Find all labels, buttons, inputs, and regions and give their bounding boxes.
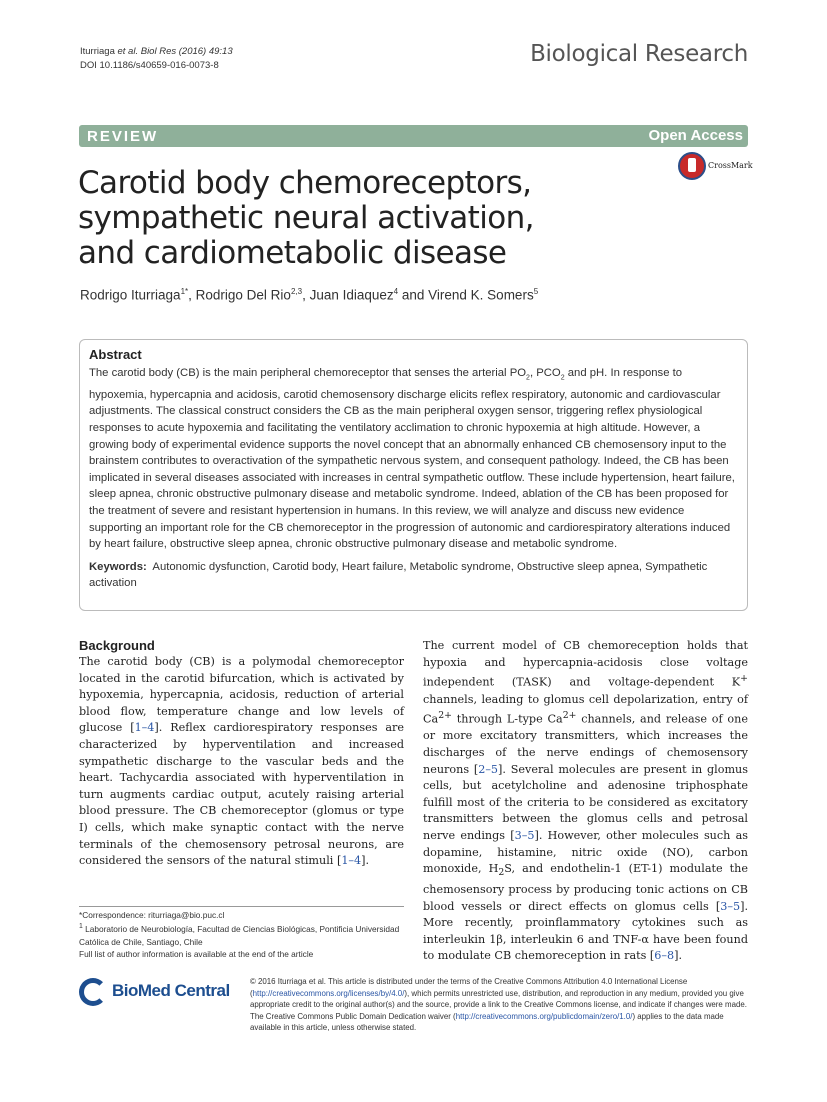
body-paragraph: The current model of CB chemoreception holds that hypoxia and hypercapnia-acidosis close voltage independent (TASK) and voltage-dependent K+ channels, leading to glomus cell depolarization, entry of $Ca^{2+}$ through L-type $Ca^{2+}$ channels, and release of one or more excitatory transmitters, which increases the discharges of the nerve endings of chemosensory neurons [2–5]. Several molecules are present in glomus cells, but acetylcholine and adenosine triphosphate fulfill most of the criteria to be considered as excitatory transmitters between the glomus cells and petrosal nerve endings [3–5]. However, other molecules such as dopamine, histamine, nitric oxide (NO), carbon monoxide, $H_2S$, and endothelin-1 (ET-1) modulate the chemosensory process by producing tonic actions on CB blood vessels or direct effects on glomus cells [3–5]. More recently, proinflammatory cytokines such as interleukin 1β, interleukin 6 and TNF-α have been found to modulate CB chemoreception in rats [6–8].: [423, 639, 748, 963]
citation-authors: Iturriaga: [80, 46, 118, 57]
author-affiliation: 1*: [180, 287, 189, 296]
bmc-logo-text: BioMed Central: [112, 981, 230, 1000]
citation-link[interactable]: 3–5: [720, 899, 741, 913]
author-name: Virend K. Somers: [428, 287, 534, 303]
author-list: [80, 287, 538, 303]
citation-link[interactable]: 6–8: [654, 949, 675, 963]
crossmark-icon: [678, 152, 706, 180]
citation-link[interactable]: 2–5: [478, 762, 499, 776]
citation-journal-ref: et al. Biol Res (2016) 49:13: [117, 46, 233, 57]
author-separator: ,: [188, 287, 196, 303]
author-affiliation: 5: [533, 287, 539, 296]
section-heading: Background: [79, 638, 155, 653]
title-line: Carotid body chemoreceptors,: [78, 165, 532, 201]
author-name: Rodrigo Iturriaga: [80, 287, 181, 303]
title-line: and cardiometabolic disease: [78, 235, 507, 271]
citation-link[interactable]: 1–4: [341, 854, 362, 868]
journal-name: Biological Research: [530, 41, 748, 67]
author-separator: and: [398, 287, 429, 303]
citation-link[interactable]: 3–5: [514, 829, 535, 842]
public-domain-link[interactable]: http://creativecommons.org/publicdomain/zero/1.0/: [455, 1011, 633, 1021]
citation: [80, 45, 233, 73]
crossmark-badge[interactable]: [678, 152, 752, 182]
footnotes: [79, 909, 404, 960]
citation-link[interactable]: 1–4: [134, 721, 155, 735]
license-text: © 2016 Iturriaga et al. This article is distributed under the terms of the Creative Commons Attribution 4.0 International License (http://creativecommons.org/licenses/by/4.0/), which permits unrestricted use, distribution, and reproduction in any medium, provided you give appropriate credit to the original author(s) and the source, provide a link to the Creative Commons license, and indicate if changes were made. The Creative Commons Public Domain Dedication waiver (http://creativecommons.org/publicdomain/zero/1.0/) applies to the data made available in this article, unless otherwise stated.: [250, 977, 747, 1032]
license-link[interactable]: http://creativecommons.org/licenses/by/4.0/: [252, 988, 405, 998]
abstract-text: The carotid body (CB) is the main peripheral chemoreceptor that senses the arterial $PO_2$, $PCO_2$ and pH. In response to hypoxemia, hypercapnia and acidosis, carotid chemosensory discharge elicits reflex respiratory, autonomic and cardiovascular adjustments. The classical construct considers the CB as the main peripheral oxygen sensor, triggering reflex physiological responses to acute hypoxemia and facilitating the ventilatory acclimation to chronic hypoxemia at high altitude. However, a growing body of experimental evidence supports the novel concept that an abnormally enhanced CB chemosensory input to the brainstem contributes to overactivation of the sympathetic nervous system, and consequent pathology. Indeed, the CB has been implicated in several diseases associated with increases in central sympathetic outflow. These include hypertension, heart failure, sleep apnea, chronic obstructive pulmonary disease and metabolic syndrome. Indeed, ablation of the CB has been proposed for the treatment of severe and resistant hypertension in humans. In this review, we will analyze and discuss new evidence supporting an important role for the CB chemoreceptor in the progression of autonomic and cardiorespiratory alterations induced by heart failure, obstructive sleep apnea, chronic obstructive pulmonary disease and metabolic syndrome.: [89, 367, 735, 551]
author-name: Juan Idiaquez: [309, 287, 394, 303]
author-affiliation: 4: [393, 287, 399, 296]
title-line: sympathetic neural activation,: [78, 200, 534, 236]
article-type-label: REVIEW: [87, 128, 159, 145]
doi: DOI 10.1186/s40659-016-0073-8: [80, 60, 219, 71]
abstract-heading: Abstract: [89, 347, 142, 362]
author-affiliation: 2,3: [290, 287, 303, 296]
author-name: Rodrigo Del Rio: [195, 287, 291, 303]
article-type-bar: [79, 125, 748, 147]
article-title: [78, 166, 658, 271]
correspondence: *Correspondence: riturriaga@bio.puc.cl: [79, 910, 225, 920]
abstract-box: [79, 339, 748, 611]
keywords-list: Autonomic dysfunction, Carotid body, Heart failure, Metabolic syndrome, Obstructive sleep apnea, Sympathetic activation: [89, 560, 708, 590]
body-column-right: [423, 638, 748, 965]
body-paragraph: The carotid body (CB) is a polymodal chemoreceptor located in the carotid bifurcation, which is activated by hypoxemia, hypercapnia, acidosis, reduction of arterial blood flow, temperature change and low levels of glucose [1–4]. Reflex cardiorespiratory responses are characterized by hyperventilation and increased sympathetic discharge to the vascular beds and the heart. Tachycardia associated with hyperventilation in turn augments cardiac output, acutely raising arterial blood pressure. The CB chemoreceptor (glomus or type I) cells, which make synaptic contact with the nerve terminals of the chemosensory petrosal neurons, are considered the sensors of the natural stimuli [1–4].: [79, 655, 404, 868]
keywords-label: Keywords:: [89, 560, 147, 573]
footnote-divider: [79, 906, 404, 907]
author-separator: ,: [302, 287, 310, 303]
crossmark-label: CrossMark: [708, 161, 753, 170]
keywords: [89, 559, 738, 592]
body-column-left: [79, 638, 404, 870]
biomed-central-logo: [79, 976, 239, 1008]
open-access-label: Open Access: [648, 127, 743, 144]
author-info-note: Full list of author information is available at the end of the article: [79, 948, 314, 959]
affiliation: $^1$ Laboratorio de Neurobiología, Facultad de Ciencias Biológicas, Pontificia Universidad Católica de Chile, Santiago, Chile: [79, 923, 400, 947]
bmc-logo-icon: [79, 978, 107, 1006]
